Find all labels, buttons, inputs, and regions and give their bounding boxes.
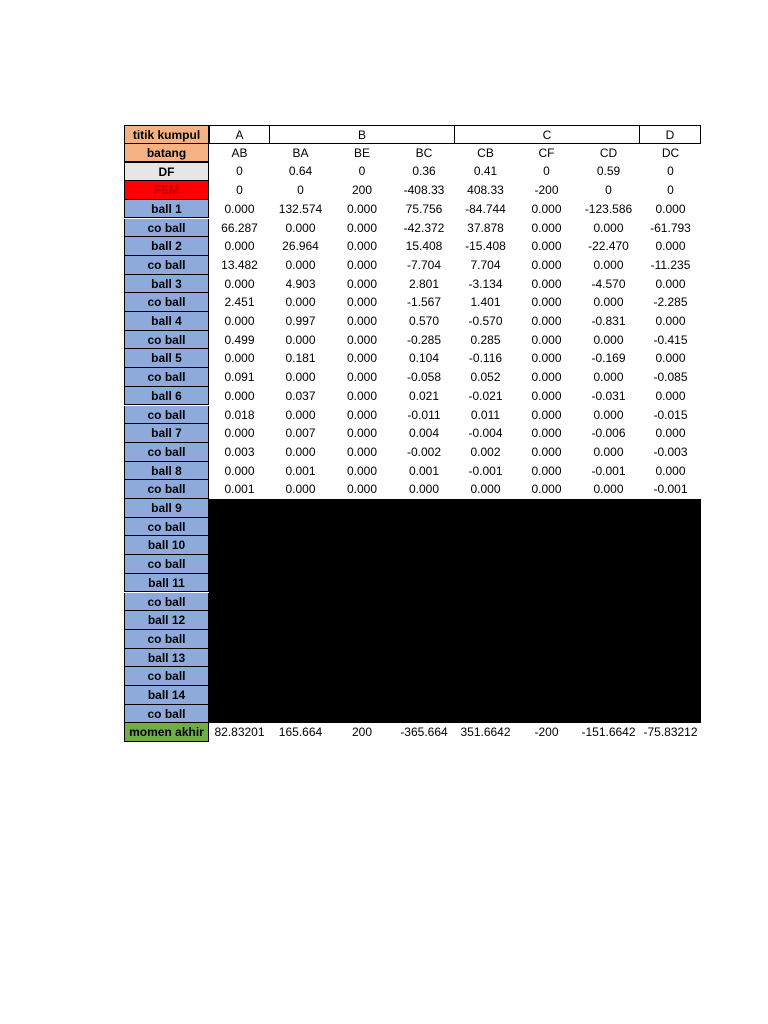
row-label[interactable]: ball 14 xyxy=(124,686,209,705)
cell-cd[interactable]: 0.000 xyxy=(593,257,624,272)
cell-be[interactable]: 200 xyxy=(351,725,373,740)
cell-ba[interactable]: 0.181 xyxy=(285,351,316,366)
cell-cf[interactable]: -200 xyxy=(534,183,559,198)
cell-ab[interactable]: 13.482 xyxy=(221,257,258,272)
cell-ba[interactable]: 0.007 xyxy=(285,426,316,441)
cell-cd[interactable]: 0.000 xyxy=(593,482,624,497)
cell-bc[interactable]: -0.011 xyxy=(407,407,441,422)
table-row xyxy=(124,406,701,425)
table-row xyxy=(124,443,701,462)
cell-ab[interactable]: 0.000 xyxy=(224,426,255,441)
cell-be[interactable]: 0.000 xyxy=(346,332,378,347)
final-moment-row xyxy=(124,723,701,742)
cell-bc[interactable]: -42.372 xyxy=(403,220,445,235)
row-label[interactable]: ball 1 xyxy=(124,200,209,219)
cell-cd[interactable]: -0.169 xyxy=(591,351,626,366)
cell-ab[interactable]: 0 xyxy=(236,183,243,198)
column-header-ba[interactable]: BA xyxy=(292,145,309,160)
cell-cf[interactable]: 0.000 xyxy=(531,463,562,478)
table-row xyxy=(124,162,701,181)
cell-cd[interactable]: -0.031 xyxy=(591,388,626,403)
cell-cd[interactable]: 0.59 xyxy=(596,164,621,179)
cell-cb[interactable]: -0.021 xyxy=(468,388,503,403)
row-label[interactable]: co ball xyxy=(124,593,209,612)
cell-ba[interactable]: 132.574 xyxy=(278,201,323,216)
cell-dc[interactable]: -11.235 xyxy=(650,257,691,272)
cell-bc[interactable]: 0.36 xyxy=(412,164,436,179)
row-label[interactable]: ball 2 xyxy=(124,237,209,256)
cell-be[interactable]: 0.000 xyxy=(346,257,378,272)
row-label[interactable]: ball 12 xyxy=(124,611,209,630)
cell-cb[interactable]: 0.052 xyxy=(470,370,501,385)
cell-bc[interactable]: -408.33 xyxy=(403,183,445,198)
cell-ba[interactable]: 0.000 xyxy=(285,295,316,310)
column-header-cf[interactable]: CF xyxy=(538,145,555,160)
cell-dc[interactable]: 0.000 xyxy=(655,314,686,328)
group-header-a[interactable]: A xyxy=(209,125,270,144)
row-label[interactable]: co ball xyxy=(124,705,209,724)
cell-ba[interactable]: 165.664 xyxy=(278,725,323,740)
cell-ba[interactable]: 0.000 xyxy=(285,220,316,235)
cell-ab[interactable]: 2.451 xyxy=(224,295,255,310)
cell-ba[interactable]: 0.997 xyxy=(285,314,316,328)
table-row xyxy=(124,312,701,331)
row-label-titik-kumpul[interactable]: titik kumpul xyxy=(124,125,209,144)
row-label[interactable]: ball 9 xyxy=(124,499,209,518)
cell-be[interactable]: 0.000 xyxy=(346,351,378,366)
cell-ab[interactable]: 0.000 xyxy=(224,276,255,291)
cell-cf[interactable]: 0.000 xyxy=(531,332,562,347)
table-row xyxy=(124,219,701,238)
table-row xyxy=(124,480,701,499)
cell-dc[interactable]: 0.000 xyxy=(655,351,686,366)
cell-cf[interactable]: 0.000 xyxy=(531,351,562,366)
row-label-batang[interactable]: batang xyxy=(124,144,209,163)
cell-cf[interactable]: 0.000 xyxy=(531,314,562,328)
cell-bc[interactable]: -365.664 xyxy=(400,725,448,740)
cell-cf[interactable]: 0.000 xyxy=(531,444,562,459)
cell-ab[interactable]: 0.091 xyxy=(224,370,255,385)
cell-bc[interactable]: 0.021 xyxy=(408,388,440,403)
column-header-cb[interactable]: CB xyxy=(477,145,494,160)
cell-cd[interactable]: -0.006 xyxy=(591,426,626,441)
table-row xyxy=(124,275,701,294)
row-label[interactable]: ball 4 xyxy=(124,312,209,331)
cell-dc[interactable]: 0.000 xyxy=(655,426,686,441)
cell-ba[interactable]: 0.000 xyxy=(285,370,316,385)
cell-ab[interactable]: 0.000 xyxy=(224,463,255,478)
cell-bc[interactable]: 0.000 xyxy=(408,482,440,497)
cell-ba[interactable]: 0.000 xyxy=(285,444,316,459)
table-row xyxy=(124,293,701,312)
cell-cf[interactable]: 0.000 xyxy=(531,276,562,291)
cell-ab[interactable]: 82.83201 xyxy=(214,725,265,740)
cell-dc[interactable]: -75.83212 xyxy=(643,725,698,740)
cell-be[interactable]: 0.000 xyxy=(346,239,378,254)
row-label[interactable]: co ball xyxy=(124,480,209,499)
cell-cf[interactable]: 0.000 xyxy=(531,482,562,497)
cell-cd[interactable]: -4.570 xyxy=(591,276,626,291)
cell-cd[interactable]: -0.831 xyxy=(591,314,626,328)
cell-cb[interactable]: 0.002 xyxy=(470,444,501,459)
row-label[interactable]: ball 7 xyxy=(124,424,209,443)
cell-ab[interactable]: 0.018 xyxy=(224,407,255,422)
cell-ba[interactable]: 0.000 xyxy=(285,482,316,497)
column-header-cd[interactable]: CD xyxy=(599,145,618,160)
row-label[interactable]: DF xyxy=(124,162,209,181)
cell-ba[interactable]: 0.000 xyxy=(285,257,316,272)
cell-cf[interactable]: 0 xyxy=(543,164,550,179)
cell-cb[interactable]: 7.704 xyxy=(470,257,501,272)
table-row xyxy=(124,256,701,275)
cell-be[interactable]: 0.000 xyxy=(346,370,378,385)
cell-cf[interactable]: 0.000 xyxy=(531,370,562,385)
cell-cb[interactable]: -0.001 xyxy=(468,463,503,478)
cell-ba[interactable]: 0.001 xyxy=(285,463,316,478)
cell-cd[interactable]: -123.586 xyxy=(584,201,633,216)
column-header-be[interactable]: BE xyxy=(353,145,370,160)
cell-bc[interactable]: 0.104 xyxy=(408,351,440,366)
cell-cd[interactable]: 0.000 xyxy=(593,332,624,347)
row-label[interactable]: co ball xyxy=(124,256,209,275)
cell-cb[interactable]: 1.401 xyxy=(470,295,501,310)
header-row-titik-kumpul xyxy=(124,125,701,144)
row-label[interactable]: ball 3 xyxy=(124,275,209,294)
cell-ba[interactable]: 0.000 xyxy=(285,332,316,347)
table-row xyxy=(124,331,701,350)
cell-cb[interactable]: -15.408 xyxy=(465,239,506,254)
cell-dc[interactable]: -2.285 xyxy=(653,295,688,310)
cell-dc[interactable]: -0.085 xyxy=(653,370,688,385)
cell-cf[interactable]: 0.000 xyxy=(531,295,562,310)
cell-dc[interactable]: 0.000 xyxy=(655,463,686,478)
cell-cb[interactable]: 0.011 xyxy=(470,407,501,422)
cell-cf[interactable]: 0.000 xyxy=(531,426,562,441)
row-label[interactable]: co ball xyxy=(124,518,209,537)
group-header-d[interactable]: D xyxy=(640,125,701,144)
table-row xyxy=(124,424,701,443)
cell-ba[interactable]: 0.000 xyxy=(285,407,316,422)
cell-ab[interactable]: 0 xyxy=(236,164,243,179)
cell-be[interactable]: 0.000 xyxy=(346,295,378,310)
cell-be[interactable]: 0.000 xyxy=(346,407,378,422)
cell-dc[interactable]: 0.000 xyxy=(655,239,686,254)
cell-cd[interactable]: -0.001 xyxy=(591,463,626,478)
row-label[interactable]: co ball xyxy=(124,630,209,649)
cell-cd[interactable]: 0.000 xyxy=(593,220,624,235)
cell-ba[interactable]: 0 xyxy=(297,183,304,198)
row-label[interactable]: co ball xyxy=(124,406,209,425)
cell-be[interactable]: 0.000 xyxy=(346,482,378,497)
cell-cf[interactable]: 0.000 xyxy=(531,239,562,254)
cell-bc[interactable]: 75.756 xyxy=(405,201,443,216)
cell-bc[interactable]: -0.058 xyxy=(406,370,442,385)
table-row xyxy=(124,462,701,481)
cell-bc[interactable]: 0.570 xyxy=(408,314,440,328)
cell-cb[interactable]: -84.744 xyxy=(465,201,506,216)
column-header-ab[interactable]: AB xyxy=(231,145,248,160)
group-header-b[interactable]: B xyxy=(270,125,455,144)
cell-dc[interactable]: 0 xyxy=(667,164,674,179)
row-label[interactable]: ball 13 xyxy=(124,649,209,668)
redacted-block xyxy=(209,499,701,723)
cell-be[interactable]: 0.000 xyxy=(346,388,378,403)
table-row xyxy=(124,387,701,406)
cell-cd[interactable]: -22.470 xyxy=(588,239,629,254)
cell-ab[interactable]: 0.000 xyxy=(224,314,255,328)
cell-be[interactable]: 0.000 xyxy=(346,201,378,216)
row-label[interactable]: co ball xyxy=(124,555,209,574)
cell-cb[interactable]: -0.116 xyxy=(468,351,503,366)
cell-dc[interactable]: -0.015 xyxy=(653,407,688,422)
cell-bc[interactable]: -1.567 xyxy=(406,295,442,310)
cell-ab[interactable]: 0.001 xyxy=(224,482,255,497)
cell-cf[interactable]: 0.000 xyxy=(531,201,562,216)
cell-ba[interactable]: 0.037 xyxy=(285,388,316,403)
row-label[interactable]: ball 8 xyxy=(124,462,209,481)
cell-cd[interactable]: 0.000 xyxy=(593,370,624,385)
cell-ba[interactable]: 4.903 xyxy=(285,276,316,291)
table-row xyxy=(124,368,701,387)
row-label[interactable]: co ball xyxy=(124,667,209,686)
cell-dc[interactable]: 0.000 xyxy=(655,201,686,216)
cell-ba[interactable]: 0.64 xyxy=(288,164,313,179)
cell-ab[interactable]: 0.000 xyxy=(224,351,255,366)
cell-cf[interactable]: 0.000 xyxy=(531,407,562,422)
cell-cd[interactable]: 0 xyxy=(605,183,612,198)
row-label[interactable]: FEM xyxy=(124,181,209,200)
cell-be[interactable]: 0.000 xyxy=(346,220,378,235)
cell-ab[interactable]: 0.000 xyxy=(224,388,255,403)
cell-cf[interactable]: 0.000 xyxy=(531,220,562,235)
cell-dc[interactable]: -0.001 xyxy=(653,482,688,497)
row-label[interactable]: ball 10 xyxy=(124,536,209,555)
cell-be[interactable]: 0.000 xyxy=(346,426,378,441)
cell-cb[interactable]: 408.33 xyxy=(467,183,504,198)
cell-cb[interactable]: 0.285 xyxy=(470,332,501,347)
cell-dc[interactable]: 0.000 xyxy=(655,276,686,291)
row-label[interactable]: ball 5 xyxy=(124,349,209,368)
cell-dc[interactable]: 0 xyxy=(667,183,674,198)
cell-bc[interactable]: -0.002 xyxy=(406,444,442,459)
cell-ba[interactable]: 26.964 xyxy=(282,239,319,254)
cell-be[interactable]: 0.000 xyxy=(346,276,378,291)
cell-cb[interactable]: 37.878 xyxy=(467,220,504,235)
cell-cd[interactable]: -151.6642 xyxy=(581,725,636,740)
header-row-batang xyxy=(124,144,701,163)
row-label[interactable]: ball 6 xyxy=(124,387,209,406)
cell-bc[interactable]: 0.004 xyxy=(408,426,440,441)
group-header-c[interactable]: C xyxy=(455,125,640,144)
cell-ab[interactable]: 0.003 xyxy=(224,444,255,459)
column-header-dc[interactable]: DC xyxy=(661,145,680,160)
cell-cb[interactable]: 0.000 xyxy=(470,482,501,497)
cell-bc[interactable]: -7.704 xyxy=(406,257,442,272)
table-row xyxy=(124,181,701,200)
cell-cf[interactable]: 0.000 xyxy=(531,388,562,403)
row-label[interactable]: co ball xyxy=(124,443,209,462)
cell-cd[interactable]: 0.000 xyxy=(593,444,624,459)
cell-cf[interactable]: -200 xyxy=(534,725,559,740)
row-label[interactable]: co ball xyxy=(124,331,209,350)
table-row xyxy=(124,237,701,256)
cell-dc[interactable]: -61.793 xyxy=(650,220,691,235)
cell-cb[interactable]: -0.570 xyxy=(468,314,503,328)
table-row xyxy=(124,200,701,219)
cell-dc[interactable]: -0.415 xyxy=(653,332,688,347)
cell-cb[interactable]: -0.004 xyxy=(468,426,503,441)
cell-be[interactable]: 0 xyxy=(358,164,366,179)
row-label[interactable]: momen akhir xyxy=(124,723,209,742)
cell-be[interactable]: 0.000 xyxy=(346,444,378,459)
cell-cd[interactable]: 0.000 xyxy=(593,295,624,310)
cell-cb[interactable]: -3.134 xyxy=(468,276,503,291)
cell-bc[interactable]: -0.285 xyxy=(406,332,442,347)
row-label[interactable]: co ball xyxy=(124,219,209,238)
cell-dc[interactable]: -0.003 xyxy=(653,444,688,459)
row-label[interactable]: ball 11 xyxy=(124,574,209,593)
row-label[interactable]: co ball xyxy=(124,293,209,312)
row-label[interactable]: co ball xyxy=(124,368,209,387)
cell-ab[interactable]: 0.499 xyxy=(224,332,255,347)
cell-ab[interactable]: 66.287 xyxy=(221,220,258,235)
table-row xyxy=(124,349,701,368)
cell-dc[interactable]: 0.000 xyxy=(655,388,686,403)
column-header-bc[interactable]: BC xyxy=(415,145,433,160)
cell-cb[interactable]: 0.41 xyxy=(473,164,498,179)
cell-ab[interactable]: 0.000 xyxy=(224,239,255,254)
cell-cd[interactable]: 0.000 xyxy=(593,407,624,422)
cell-bc[interactable]: 0.001 xyxy=(408,463,440,478)
cell-be[interactable]: 0.000 xyxy=(346,463,378,478)
cell-cb[interactable]: 351.6642 xyxy=(460,725,511,740)
cell-bc[interactable]: 2.801 xyxy=(408,276,440,291)
cell-ab[interactable]: 0.000 xyxy=(224,201,255,216)
cell-be[interactable]: 200 xyxy=(351,183,373,198)
cell-bc[interactable]: 15.408 xyxy=(405,239,443,254)
cell-be[interactable]: 0.000 xyxy=(346,314,378,328)
cell-cf[interactable]: 0.000 xyxy=(531,257,562,272)
